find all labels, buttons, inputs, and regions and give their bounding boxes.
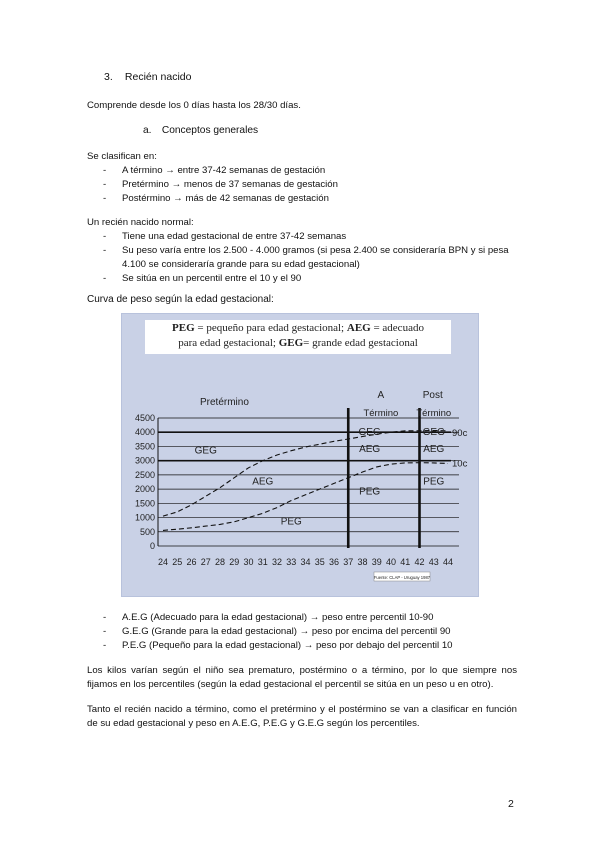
y-tick-label: 4500 bbox=[134, 413, 155, 423]
classification-list bbox=[87, 164, 517, 206]
chart-plot bbox=[122, 314, 478, 596]
x-tick-label: 34 bbox=[300, 557, 311, 567]
x-tick-label: 42 bbox=[414, 557, 425, 567]
legend-aeg-abbr: AEG bbox=[346, 322, 371, 334]
x-tick-label: 31 bbox=[257, 557, 268, 567]
region-label-term-bottom: Término bbox=[363, 408, 399, 419]
x-tick-label: 41 bbox=[400, 557, 411, 567]
y-tick-label: 1500 bbox=[134, 498, 155, 509]
list-item: - Pretérmino → menos de 37 semanas de gestación bbox=[87, 178, 517, 192]
list-item: - Tiene una edad gestacional de entre 37-42 semanas bbox=[87, 230, 517, 244]
x-tick-label: 32 bbox=[271, 557, 283, 567]
x-tick-label: 40 bbox=[385, 557, 397, 567]
classification-block bbox=[87, 150, 517, 206]
x-tick-label: 44 bbox=[442, 557, 454, 567]
definitions-block bbox=[87, 611, 517, 653]
intro-text: Comprende desde los 0 días hasta los 28/30 días. bbox=[87, 100, 301, 111]
y-tick-label: 2500 bbox=[134, 469, 155, 480]
normal-lead: Un recién nacido normal: bbox=[87, 217, 194, 228]
area-label-aeg: AEG bbox=[359, 443, 381, 455]
subheading bbox=[143, 124, 258, 139]
area-label-geg: GEG bbox=[358, 426, 381, 438]
region-label-post-bottom: Término bbox=[416, 408, 452, 419]
list-item: - A.E.G (Adecuado para la edad gestacional) → peso entre percentil 10-90 bbox=[87, 611, 517, 625]
area-label-peg: PEG bbox=[423, 476, 445, 488]
section-number: 3. bbox=[104, 71, 113, 83]
weight-curve-chart bbox=[121, 313, 479, 597]
list-item: - Su peso varía entre los 2.500 - 4.000 gramos (si pesa 2.400 se consideraría BPN y si pesa 4.100 se consideraría grande para su edad gestacional) bbox=[87, 244, 517, 272]
percentile-curve-10c bbox=[163, 463, 448, 531]
x-tick-label: 33 bbox=[286, 557, 297, 567]
area-label-peg: PEG bbox=[280, 516, 302, 528]
section-heading bbox=[104, 70, 191, 85]
list-item: - Se sitúa en un percentil entre el 10 y el 90 bbox=[87, 272, 517, 286]
x-tick-label: 25 bbox=[172, 557, 183, 567]
legend-peg-abbr: PEG bbox=[172, 322, 195, 334]
y-tick-label: 0 bbox=[149, 541, 155, 551]
y-tick-label: 3000 bbox=[134, 455, 155, 466]
x-tick-label: 26 bbox=[186, 557, 197, 567]
subheading-number: a. bbox=[143, 125, 152, 136]
area-label-aeg: AEG bbox=[423, 443, 445, 455]
x-tick-label: 43 bbox=[428, 557, 439, 567]
y-tick-label: 1000 bbox=[134, 512, 155, 523]
x-tick-label: 27 bbox=[200, 557, 211, 567]
area-label-geg: GEG bbox=[422, 426, 445, 438]
y-tick-label: 2000 bbox=[134, 484, 155, 495]
y-tick-label: 3500 bbox=[134, 441, 155, 452]
region-label-post-top: Post bbox=[422, 390, 443, 401]
x-tick-label: 38 bbox=[357, 557, 368, 567]
y-tick-label: 500 bbox=[139, 526, 155, 537]
legend-aeg-text: = adecuado bbox=[373, 322, 424, 334]
x-tick-label: 28 bbox=[214, 557, 226, 567]
list-item: - P.E.G (Pequeño para la edad gestacional) → peso por debajo del percentil 10 bbox=[87, 639, 517, 653]
region-label-term-top: A bbox=[377, 390, 385, 401]
x-tick-label: 39 bbox=[371, 557, 382, 567]
area-label-aeg: AEG bbox=[252, 476, 274, 488]
line-label-10c: 10c bbox=[452, 458, 468, 470]
normal-list bbox=[87, 230, 517, 286]
area-label-peg: PEG bbox=[359, 486, 381, 498]
area-label-geg: GEG bbox=[194, 445, 217, 457]
subheading-title: Conceptos generales bbox=[161, 125, 259, 136]
legend-geg-text: = grande edad gestacional bbox=[303, 337, 418, 349]
list-item: - A término → entre 37-42 semanas de gestación bbox=[87, 164, 517, 178]
list-item: - G.E.G (Grande para la edad gestacional) → peso por encima del percentil 90 bbox=[87, 625, 517, 639]
x-tick-label: 30 bbox=[243, 557, 254, 567]
paragraph-2: Tanto el recién nacido a término, como el pretérmino y el postérmino se van a clasificar en función de su edad gestacional y peso en A.E.G, P.E.G y G.E.G según los percentiles. bbox=[87, 704, 517, 729]
chart-caption: Curva de peso según la edad gestacional: bbox=[87, 294, 274, 305]
x-tick-label: 35 bbox=[314, 557, 325, 567]
legend-peg-text: = pequeño para edad gestacional; bbox=[197, 322, 345, 334]
page-number: 2 bbox=[508, 798, 514, 810]
normal-block bbox=[87, 216, 517, 286]
source-note: Fuente: CLAP - Uruguay 1987 bbox=[373, 575, 431, 580]
list-item: - Postérmino → más de 42 semanas de gestación bbox=[87, 192, 517, 206]
x-tick-label: 36 bbox=[328, 557, 340, 567]
section-title: Recién nacido bbox=[124, 71, 192, 83]
region-label-preterm: Pretérmino bbox=[200, 397, 249, 408]
paragraph-1: Los kilos varían según el niño sea prematuro, postérmino o a término, por lo que siempre nos fijamos en los percentiles (según la edad gestacional el percentil se sitúa en un peso u en otro). bbox=[87, 665, 517, 690]
x-tick-label: 37 bbox=[343, 557, 354, 567]
legend-geg-abbr: GEG bbox=[278, 337, 304, 349]
x-tick-label: 29 bbox=[229, 557, 240, 567]
y-tick-label: 4000 bbox=[134, 427, 155, 438]
classification-lead: Se clasifican en: bbox=[87, 151, 157, 162]
x-tick-label: 24 bbox=[157, 557, 169, 567]
legend-line2-start: para edad gestacional; bbox=[178, 337, 276, 349]
line-label-90c: 90c bbox=[452, 428, 468, 440]
definitions-list bbox=[87, 611, 517, 653]
